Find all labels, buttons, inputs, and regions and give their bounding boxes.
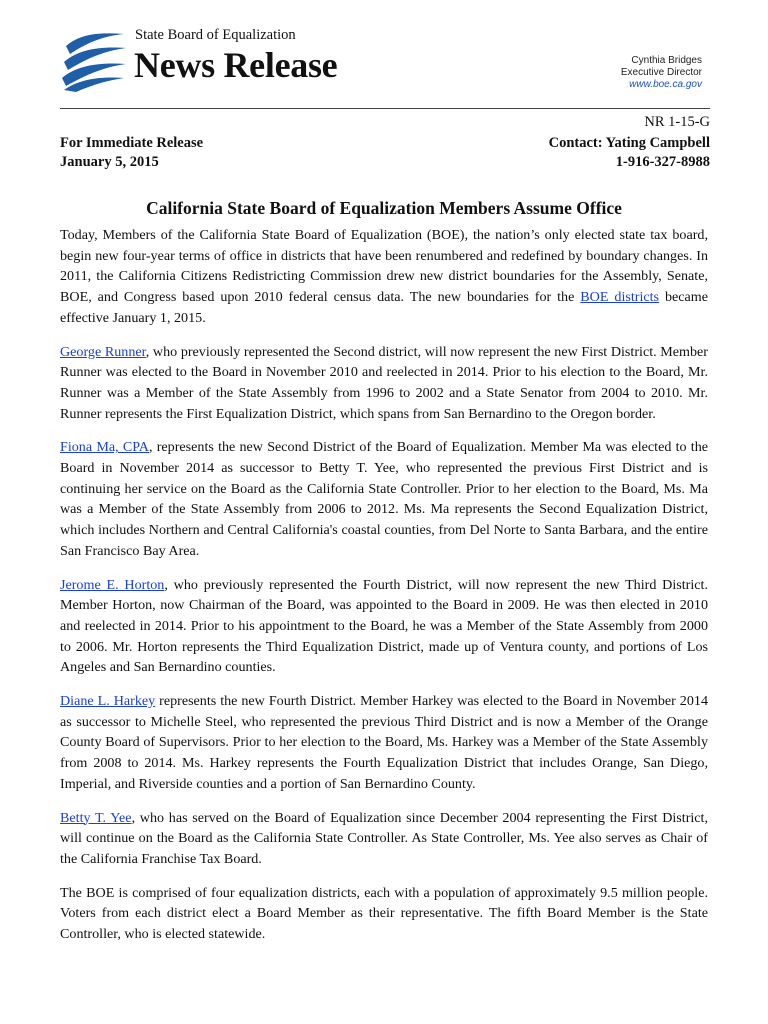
paragraph-text: , represents the new Second District of the Board of Equalization. Member Ma was elected to the Board in November 2014 as successor to Betty T. Yee, who represented the previous First District and is continuing her service on the Board as the California State Controller. Prior to her election to the Board, Ms. Ma was a Member of the State Assembly from 2006 to 2012. Ms. Ma represents the Second Equalization District, which includes Northern and Central California's coastal counties, from Del Norte to Santa Barbara, and the entire San Francisco Bay Area. <box>60 439 708 559</box>
contact-name: Contact: Yating Campbell <box>548 135 710 151</box>
paragraph-horton <box>60 575 708 679</box>
headline: California State Board of Equalization Members Assume Office <box>146 198 622 218</box>
release-immediacy: For Immediate Release <box>60 135 204 151</box>
paragraph-text: , who previously represented the Second district, will now represent the new First District. Member Runner was elected to the Board in November 2010 and reelected in 2014. Prior to his election to the Board, Mr. Runner was a Member of the State Assembly from 1996 to 2002 and a State Senator from 2004 to 2010. Mr. Runner represents the First Equalization District, which spans from San Bernardino to the Oregon border. <box>60 343 709 422</box>
header-divider <box>60 108 710 109</box>
director-name: Cynthia Bridges <box>631 55 702 66</box>
release-body <box>60 225 708 958</box>
website-link[interactable]: www.boe.ca.gov <box>629 79 702 90</box>
paragraph-text: , who previously represented the Fourth District, will now represent the new Third District. Member Horton, now Chairman of the Board, was appointed to the Board in 2009. He was then elected in 2010 and reelected in 2014. Prior to his appointment to the Board, he was a Member of the State Assembly from 2000 to 2006. Mr. Horton represents the Third Equalization District, made up of Ventura county, and portions of Los Angeles and San Bernardino counties. <box>60 576 708 676</box>
paragraph-text: Today, Members of the California State Board of Equalization (BOE), the nation’s only elected state tax board, begin new four-year terms of office in districts that have been renumbered and redefined by boundary changes. In 2011, the California Citizens Redistricting Commission drew new district boundaries for the Assembly, Senate, BOE, and Congress based upon 2010 federal census data. The new boundaries for the <box>60 227 708 306</box>
paragraph-yee <box>60 808 708 870</box>
paragraph-runner <box>60 342 708 425</box>
contact-phone: 1-916-327-8988 <box>615 154 710 170</box>
jerome-horton-link[interactable]: Jerome E. Horton <box>60 576 165 593</box>
paragraph-intro <box>60 225 708 329</box>
paragraph-text: became effective January 1, 2015. <box>60 289 708 326</box>
fiona-ma-link[interactable]: Fiona Ma, CPA <box>60 439 149 456</box>
paragraph-text: , who has served on the Board of Equalization since December 2004 representing the First District, will continue on the Board as the California State Controller. As State Controller, Ms. Yee also serves as Chair of the California Franchise Tax Board. <box>60 809 708 867</box>
executive-director-block <box>621 55 702 91</box>
release-date: January 5, 2015 <box>60 154 159 170</box>
release-info <box>60 134 203 172</box>
paragraph-ma <box>60 437 708 561</box>
director-title: Executive Director <box>620 67 702 78</box>
betty-yee-link[interactable]: Betty T. Yee <box>60 809 132 826</box>
org-name: State Board of Equalization <box>135 27 296 43</box>
paragraph-harkey <box>60 691 708 795</box>
diane-harkey-link[interactable]: Diane L. Harkey <box>60 693 156 710</box>
news-release-title: News Release <box>134 45 338 85</box>
paragraph-text: represents the new Fourth District. Member Harkey was elected to the Board in November 2014 as successor to Michelle Steel, who represented the previous Third District and is now a Member of the Orange County Board of Supervisors. Prior to her election to the Board, Ms. Harkey was a Member of the State Assembly from 2008 to 2014. Ms. Harkey represents the Fourth Equalization District that includes Orange, San Diego, Imperial, and Riverside counties and a portion of San Bernardino County. <box>60 693 708 792</box>
boe-districts-link[interactable]: BOE districts <box>580 289 660 306</box>
george-runner-link[interactable]: George Runner <box>60 343 146 360</box>
release-number: NR 1-15-G <box>644 114 710 130</box>
contact-info <box>549 134 710 172</box>
paragraph-text: The BOE is comprised of four equalization districts, each with a population of approximately 9.5 million people. Voters from each district elect a Board Member as their representative. The fifth Board Member is the State Controller, who is elected statewide. <box>60 884 708 943</box>
boe-wave-logo-icon <box>58 28 128 92</box>
paragraph-closing <box>60 883 708 945</box>
